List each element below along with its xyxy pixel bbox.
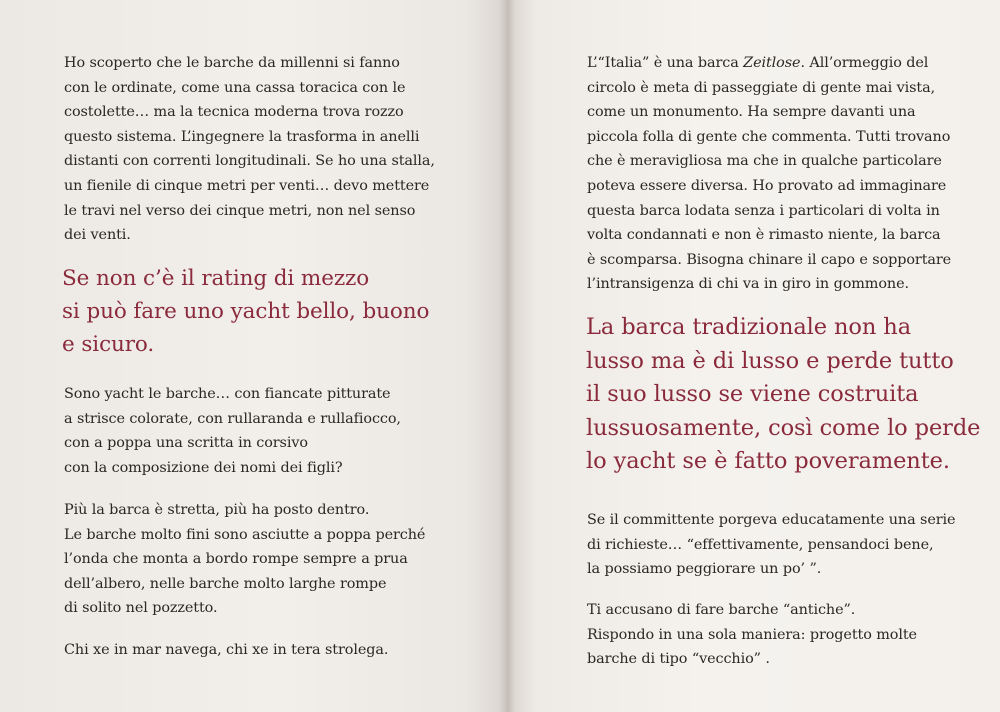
text-line bbox=[587, 51, 928, 76]
text-line: volta condannati e non è rimasto niente, la barca bbox=[587, 227, 941, 244]
quote-line: Se non c’è il rating di mezzo bbox=[62, 266, 370, 291]
text-line: è scomparsa. Bisogna chinare il capo e sopportare bbox=[587, 251, 952, 268]
text-line: come un monumento. Ha sempre davanti una bbox=[587, 104, 916, 121]
quote-line: lussuosamente, così come lo perde bbox=[586, 414, 981, 441]
text-line: le travi nel verso dei cinque metri, non nel senso bbox=[64, 202, 416, 219]
text-line: l’intransigenza di chi va in giro in gommone. bbox=[587, 276, 909, 293]
text-line: con le ordinate, come una cassa toracica con le bbox=[64, 79, 406, 96]
italic-boat-name: Zeitlose bbox=[743, 55, 801, 71]
text-line: questa barca lodata senza i particolari di volta in bbox=[587, 202, 940, 219]
text-line: l’onda che monta a bordo rompe sempre a prua bbox=[64, 551, 408, 568]
text-line: dell’albero, nelle barche molto larghe rompe bbox=[64, 575, 387, 592]
text-line: circolo è meta di passeggiate di gente mai vista, bbox=[587, 79, 936, 96]
quote-line: lusso ma è di lusso e perde tutto bbox=[586, 347, 954, 374]
text-line: la possiamo peggiorare un po’ ”. bbox=[587, 561, 822, 578]
text-line: Chi xe in mar navega, chi xe in tera strolega. bbox=[64, 642, 389, 658]
quote-line: il suo lusso se viene costruita bbox=[586, 381, 919, 407]
text-line: dei venti. bbox=[64, 227, 131, 244]
text-line: che è meravigliosa ma che in qualche particolare bbox=[587, 153, 942, 170]
quote-line: lo yacht se è fatto poveramente. bbox=[586, 448, 950, 474]
text-line: Sono yacht le barche… con fiancate pitturate bbox=[64, 386, 391, 402]
text-line: Ho scoperto che le barche da millenni si fanno bbox=[64, 55, 400, 71]
quote-line: La barca tradizionale non ha bbox=[586, 314, 912, 340]
text-line: con a poppa una scritta in corsivo bbox=[64, 435, 308, 452]
text-line: di richieste… “effettivamente, pensandoci bene, bbox=[587, 536, 934, 553]
quote-line: e sicuro. bbox=[62, 332, 155, 357]
text-line: a strisce colorate, con rullaranda e rullafiocco, bbox=[64, 410, 401, 427]
text-line: un fienile di cinque metri per venti… devo mettere bbox=[64, 178, 430, 194]
right-page bbox=[507, 0, 1000, 712]
text-span: L’“Italia” è una barca bbox=[587, 55, 744, 71]
text-line: Più la barca è stretta, più ha posto dentro. bbox=[64, 502, 370, 518]
text-line: Se il committente porgeva educatamente una serie bbox=[587, 512, 956, 528]
text-line: di solito nel pozzetto. bbox=[64, 600, 218, 617]
text-line: distanti con correnti longitudinali. Se ho una stalla, bbox=[64, 153, 435, 170]
text-line: Rispondo in una sola maniera: progetto molte bbox=[587, 626, 917, 643]
text-line: piccola folla di gente che commenta. Tutti trovano bbox=[587, 128, 951, 145]
text-line: Le barche molto fini sono asciutte a poppa perché bbox=[64, 526, 426, 543]
text-line: poteva essere diversa. Ho provato ad immaginare bbox=[587, 178, 947, 194]
text-line: barche di tipo “vecchio” . bbox=[587, 651, 770, 668]
quote-line: si può fare uno yacht bello, buono bbox=[62, 299, 430, 324]
text-line: con la composizione dei nomi dei figli? bbox=[64, 459, 343, 476]
text-line: questo sistema. L’ingegnere la trasforma in anelli bbox=[64, 128, 420, 145]
text-line: costolette… ma la tecnica moderna trova rozzo bbox=[64, 104, 404, 121]
text-span: . All’ormeggio del bbox=[800, 55, 929, 71]
text-line: Ti accusano di fare barche “antiche”. bbox=[587, 602, 856, 618]
